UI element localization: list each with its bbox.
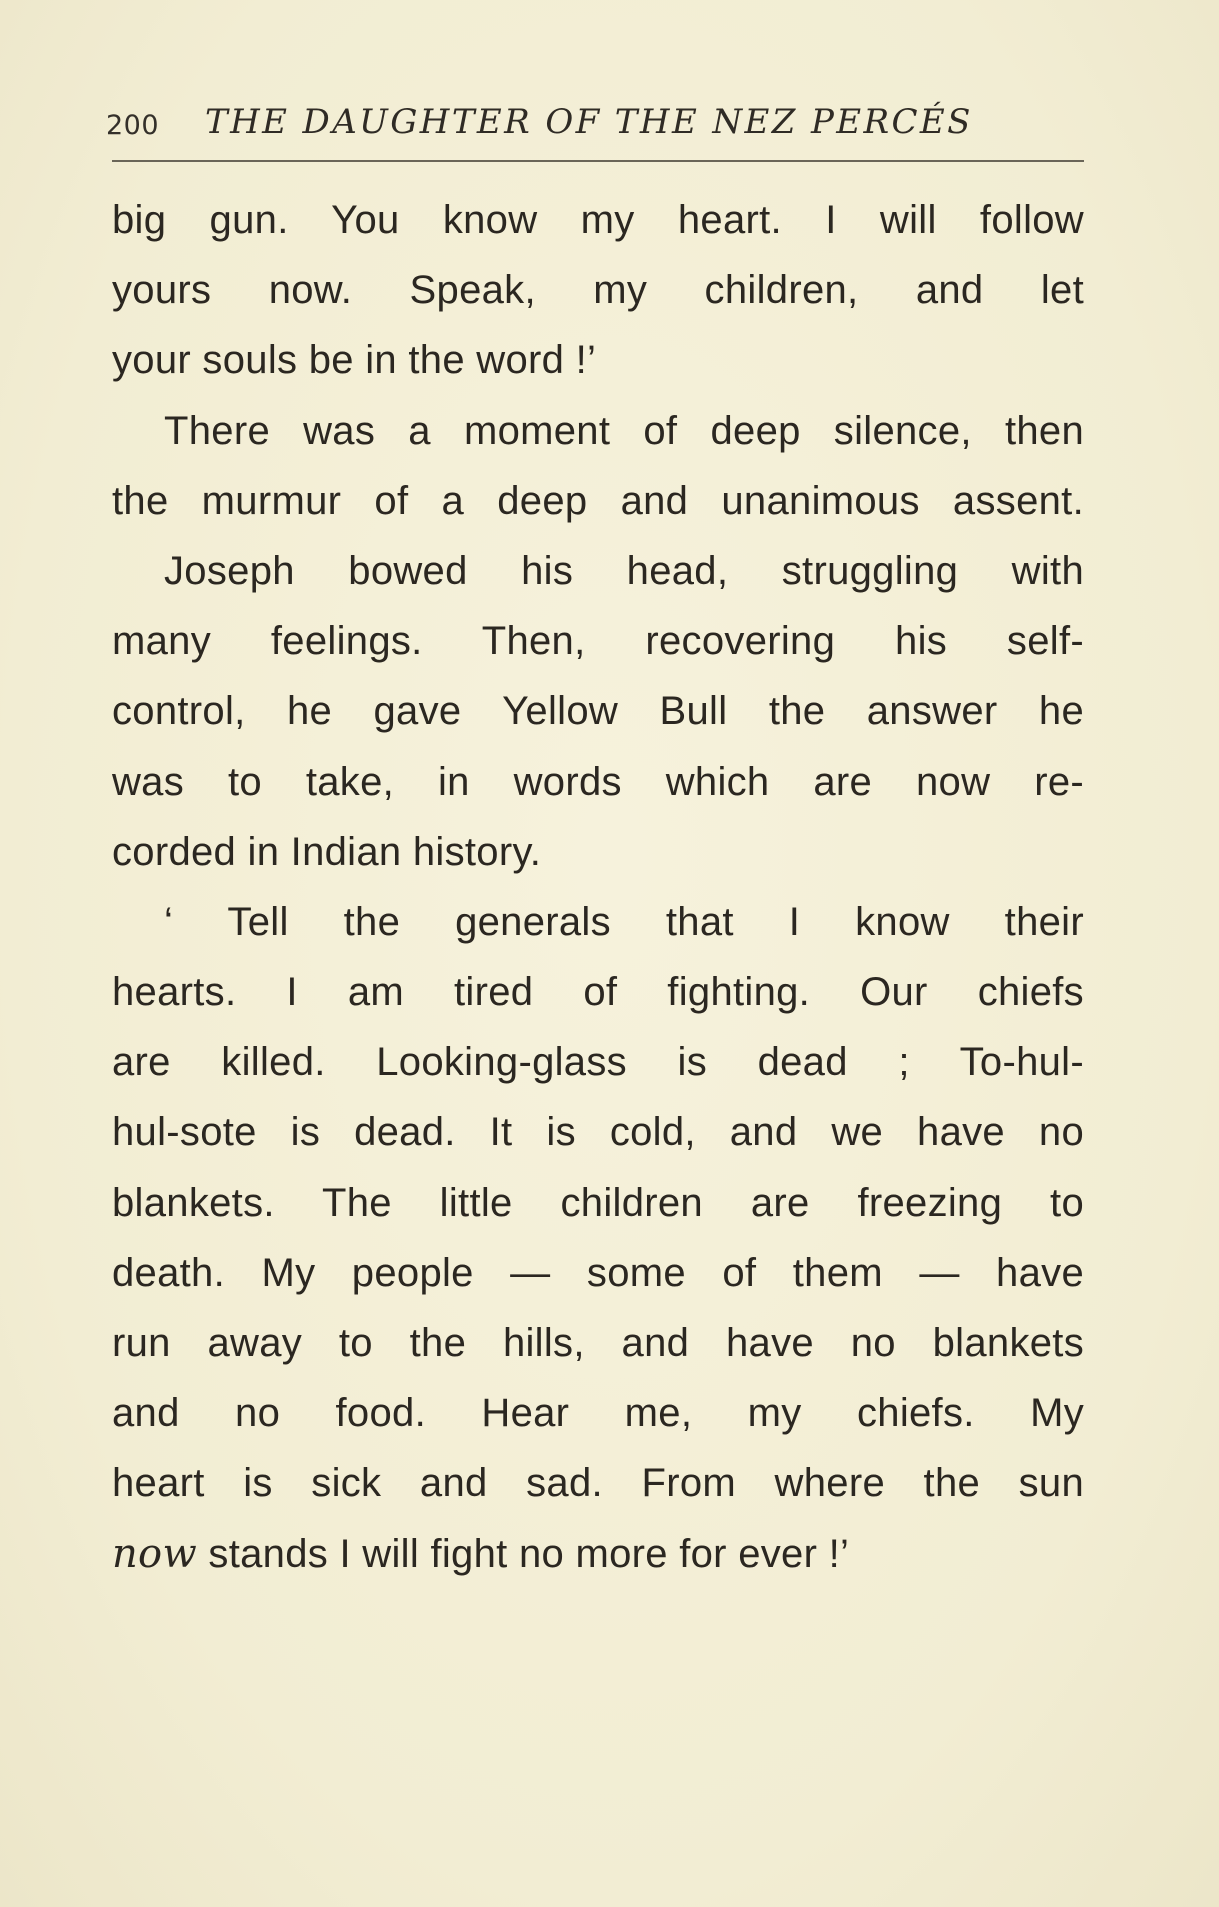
text-line: big gun. You know my heart. I will follow — [112, 198, 1084, 242]
page-number: 200 — [106, 110, 160, 141]
text-line: death. My people — some of them — have — [112, 1250, 1084, 1295]
text-line: hearts. I am tired of fighting. Our chiefs — [112, 970, 1084, 1015]
text-line: the murmur of a deep and unanimous assent. — [112, 478, 1084, 523]
text-line: heart is sick and sad. From where the sun — [112, 1461, 1084, 1506]
body-text — [112, 185, 1084, 1589]
text-line: yours now. Speak, my children, and let — [112, 268, 1084, 313]
text-line: your souls be in the word !’ — [112, 338, 597, 383]
text-line: are killed. Looking-glass is dead ; To-hul- — [112, 1040, 1084, 1085]
final-text-line — [112, 1519, 1084, 1589]
running-head — [100, 102, 1090, 150]
text-line: was to take, in words which are now re- — [112, 759, 1084, 804]
paragraph-start-line: Joseph bowed his head, struggling with — [164, 548, 1084, 593]
text-line: blankets. The little children are freezing to — [112, 1180, 1084, 1225]
running-title: THE DAUGHTER OF THE NEZ PERCÉS — [205, 102, 973, 142]
text-line: and no food. Hear me, my chiefs. My — [112, 1391, 1084, 1436]
text-line: control, he gave Yellow Bull the answer he — [112, 689, 1084, 734]
final-line-rest: stands I will fight no more for ever !’ — [196, 1531, 850, 1576]
text-line: many feelings. Then, recovering his self- — [112, 619, 1084, 664]
emphasized-word: now — [112, 1530, 197, 1577]
text-line: hul-sote is dead. It is cold, and we have no — [112, 1110, 1084, 1155]
text-line: corded in Indian history. — [112, 829, 542, 874]
paragraph-start-line: There was a moment of deep silence, then — [164, 408, 1084, 453]
header-rule — [112, 160, 1084, 162]
paragraph-start-line: ‘ Tell the generals that I know their — [164, 899, 1084, 944]
text-line: run away to the hills, and have no blankets — [112, 1321, 1084, 1365]
